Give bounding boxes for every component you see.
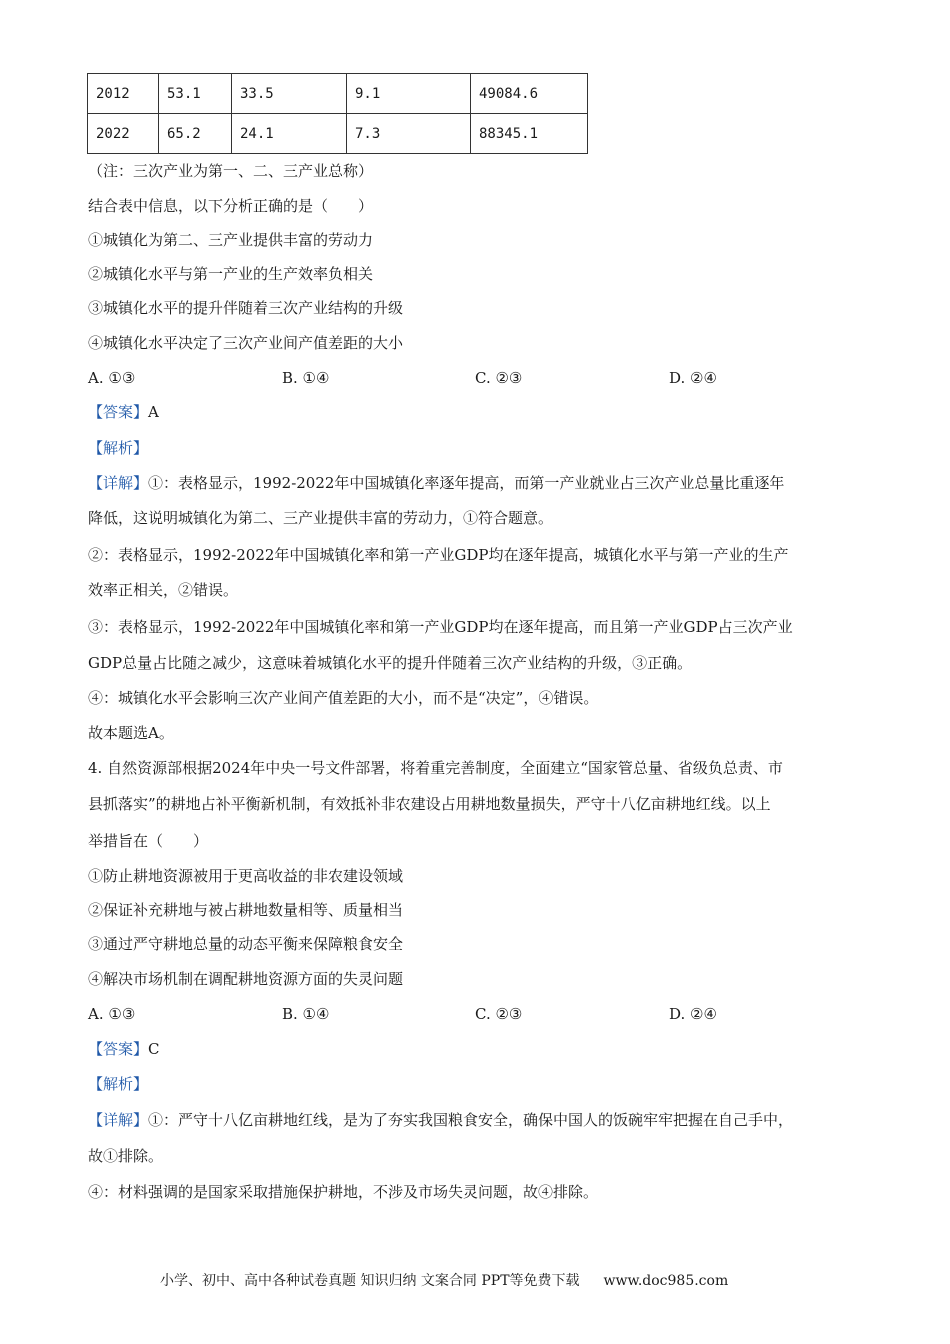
detail-tag: 【详解】 <box>88 1111 149 1129</box>
q4-answer <box>88 1039 160 1059</box>
q3-option-d: D. ②④ <box>669 369 717 387</box>
table-cell: 9.1 <box>347 74 471 114</box>
q3-detail-line: 降低，这说明城镇化为第二、三产业提供丰富的劳动力，①符合题意。 <box>88 509 554 527</box>
footer-site-link[interactable]: www.doc985.com <box>603 1273 729 1289</box>
detail-tag: 【详解】 <box>88 474 149 492</box>
data-table <box>87 73 588 154</box>
table-cell: 33.5 <box>232 74 347 114</box>
q3-detail-line: ③：表格显示，1992-2022年中国城镇化率和第一产业GDP均在逐年提高，而且第一产业GDP占三次产业 <box>88 618 793 636</box>
answer-tag: 【答案】 <box>88 1040 149 1058</box>
q3-detail-line: ④：城镇化水平会影响三次产业间产值差距的大小，而不是“决定”，④错误。 <box>88 689 599 707</box>
q3-item: ①城镇化为第二、三产业提供丰富的劳动力 <box>88 231 374 249</box>
q4-analysis-tag: 【解析】 <box>88 1075 149 1093</box>
q4-stem: 举措旨在（ ） <box>88 832 209 850</box>
q4-detail-line: 故①排除。 <box>88 1147 164 1165</box>
table-cell: 53.1 <box>159 74 232 114</box>
footer-text: 小学、初中、高中各种试卷真题 知识归纳 文案合同 PPT等免费下载 <box>160 1273 580 1289</box>
q3-option-b: B. ①④ <box>282 369 330 387</box>
table-cell: 65.2 <box>159 114 232 154</box>
q4-item: ③通过严守耕地总量的动态平衡来保障粮食安全 <box>88 935 404 953</box>
detail-text: ①：表格显示，1992-2022年中国城镇化率逐年提高，而第一产业就业占三次产业总量比重逐年 <box>148 474 785 492</box>
q4-item: ④解决市场机制在调配耕地资源方面的失灵问题 <box>88 970 404 988</box>
q3-detail-line <box>88 473 784 493</box>
table-row <box>88 74 588 114</box>
table-cell: 88345.1 <box>471 114 588 154</box>
q3-analysis-tag: 【解析】 <box>88 439 149 457</box>
q3-detail-line: GDP总量占比随之减少，这意味着城镇化水平的提升伴随着三次产业结构的升级，③正确。 <box>88 654 693 672</box>
q3-detail-line: ②：表格显示，1992-2022年中国城镇化率和第一产业GDP均在逐年提高，城镇化水平与第一产业的生产 <box>88 546 789 564</box>
q3-stem: 结合表中信息，以下分析正确的是（ ） <box>88 197 374 215</box>
q3-item: ③城镇化水平的提升伴随着三次产业结构的升级 <box>88 299 404 317</box>
q3-option-c: C. ②③ <box>475 369 523 387</box>
q3-answer <box>88 402 159 422</box>
q3-conclusion: 故本题选A。 <box>88 724 174 742</box>
q4-item: ①防止耕地资源被用于更高收益的非农建设领域 <box>88 867 404 885</box>
q4-option-b: B. ①④ <box>282 1005 330 1023</box>
q4-stem: 县抓落实”的耕地占补平衡新机制，有效抵补非农建设占用耕地数量损失，严守十八亿亩耕地红线。以上 <box>88 795 771 813</box>
answer-tag: 【答案】 <box>88 403 149 421</box>
table-note: （注：三次产业为第一、二、三产业总称） <box>88 162 374 180</box>
table-row <box>88 114 588 154</box>
q3-detail-line: 效率正相关，②错误。 <box>88 581 239 599</box>
q4-stem: 4. 自然资源部根据2024年中央一号文件部署，将着重完善制度，全面建立“国家管总量、省级负总责、市 <box>88 759 783 777</box>
answer-value: A <box>148 403 159 421</box>
q3-item: ②城镇化水平与第一产业的生产效率负相关 <box>88 265 374 283</box>
table-cell: 2012 <box>88 74 159 114</box>
detail-text: ①：严守十八亿亩耕地红线，是为了夯实我国粮食安全，确保中国人的饭碗牢牢把握在自己手中， <box>148 1111 794 1129</box>
q4-detail-line: ④：材料强调的是国家采取措施保护耕地，不涉及市场失灵问题，故④排除。 <box>88 1183 599 1201</box>
q4-detail-line <box>88 1110 793 1130</box>
page-footer <box>160 1270 728 1290</box>
table-cell: 24.1 <box>232 114 347 154</box>
table-cell: 49084.6 <box>471 74 588 114</box>
table-cell: 2022 <box>88 114 159 154</box>
q4-option-c: C. ②③ <box>475 1005 523 1023</box>
answer-value: C <box>148 1040 160 1058</box>
table-cell: 7.3 <box>347 114 471 154</box>
q3-option-a: A. ①③ <box>88 369 136 387</box>
q4-item: ②保证补充耕地与被占耕地数量相等、质量相当 <box>88 901 404 919</box>
q4-option-a: A. ①③ <box>88 1005 136 1023</box>
q3-item: ④城镇化水平决定了三次产业间产值差距的大小 <box>88 334 404 352</box>
q4-option-d: D. ②④ <box>669 1005 717 1023</box>
